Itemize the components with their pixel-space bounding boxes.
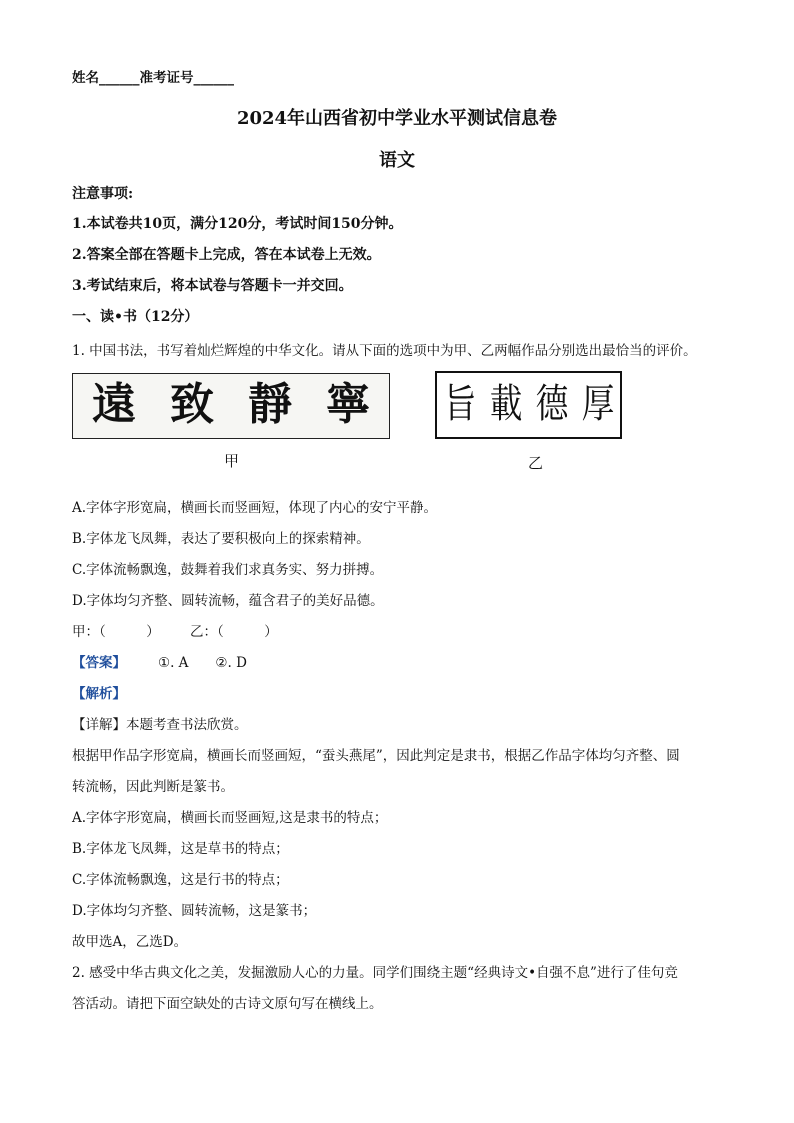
image-caption-jia: 甲 [224, 452, 240, 470]
calligraphy-image-yi [435, 371, 622, 439]
calligraphy-char: 寧 [326, 379, 370, 430]
answer-value: ①. A ②. D [158, 655, 247, 671]
question-2-stem: 答活动。请把下面空缺处的古诗文原句写在横线上。 [72, 996, 383, 1012]
calligraphy-char: 遠 [92, 379, 136, 430]
explanation-option: C.字体流畅飘逸，这是行书的特点； [72, 872, 289, 888]
notes-heading: 注意事项: [72, 186, 134, 202]
analysis-label: 【解析】 [72, 686, 126, 702]
explanation-line: 转流畅，因此判断是篆书。 [72, 779, 234, 795]
exam-title: 2024年山西省初中学业水平测试信息卷 [236, 108, 558, 129]
calligraphy-char: 靜 [248, 379, 292, 430]
question-1-stem: 1. 中国书法，书写着灿烂辉煌的中华文化。请从下面的选项中为甲、乙两幅作品分别选出最恰当的评价。 [72, 343, 697, 359]
image-caption-yi: 乙 [528, 454, 544, 472]
note-item: 1.本试卷共10页，满分120分，考试时间150分钟。 [72, 216, 403, 232]
question-2-stem: 2. 感受中华古典文化之美，发掘激励人心的力量。同学们围绕主题“经典诗文•自强不息”进行了佳句竞 [72, 965, 678, 981]
calligraphy-char: 德 [535, 381, 569, 427]
answer-blank-yi: 乙：（ ） [190, 624, 278, 640]
explanation-option: D.字体均匀齐整、圆转流畅，这是篆书； [72, 903, 317, 919]
note-item: 3.考试结束后，将本试卷与答题卡一并交回。 [72, 278, 353, 294]
calligraphy-char: 載 [489, 381, 523, 427]
explanation-option: A.字体字形宽扁，横画长而竖画短,这是隶书的特点； [72, 810, 388, 826]
answer-blank-jia: 甲：（ ） [72, 624, 160, 640]
option-c: C.字体流畅飘逸，鼓舞着我们求真务实、努力拼搏。 [72, 562, 384, 578]
section-heading: 一、读•书（12分） [72, 309, 199, 325]
option-b: B.字体龙飞凤舞，表达了要积极向上的探索精神。 [72, 531, 370, 547]
candidate-info-line: 姓名______准考证号______ [72, 70, 234, 86]
explanation-option: B.字体龙飞凤舞，这是草书的特点； [72, 841, 289, 857]
option-d: D.字体均匀齐整、圆转流畅，蕴含君子的美好品德。 [72, 593, 384, 609]
answer-label: 【答案】 [72, 655, 126, 671]
detail-line: 【详解】本题考查书法欣赏。 [72, 717, 248, 733]
conclusion-line: 故甲选A，乙选D。 [72, 934, 188, 950]
note-item: 2.答案全部在答题卡上完成，答在本试卷上无效。 [72, 247, 381, 263]
calligraphy-char: 厚 [581, 381, 615, 427]
exam-subject: 语文 [379, 150, 415, 171]
calligraphy-image-jia [72, 373, 390, 439]
calligraphy-char: 致 [170, 379, 214, 430]
calligraphy-char: 旨 [443, 381, 477, 427]
explanation-line: 根据甲作品字形宽扁，横画长而竖画短，“蚕头燕尾”，因此判定是隶书，根据乙作品字体均匀齐整、圆 [72, 748, 680, 764]
option-a: A.字体字形宽扁，横画长而竖画短，体现了内心的安宁平静。 [72, 500, 438, 516]
